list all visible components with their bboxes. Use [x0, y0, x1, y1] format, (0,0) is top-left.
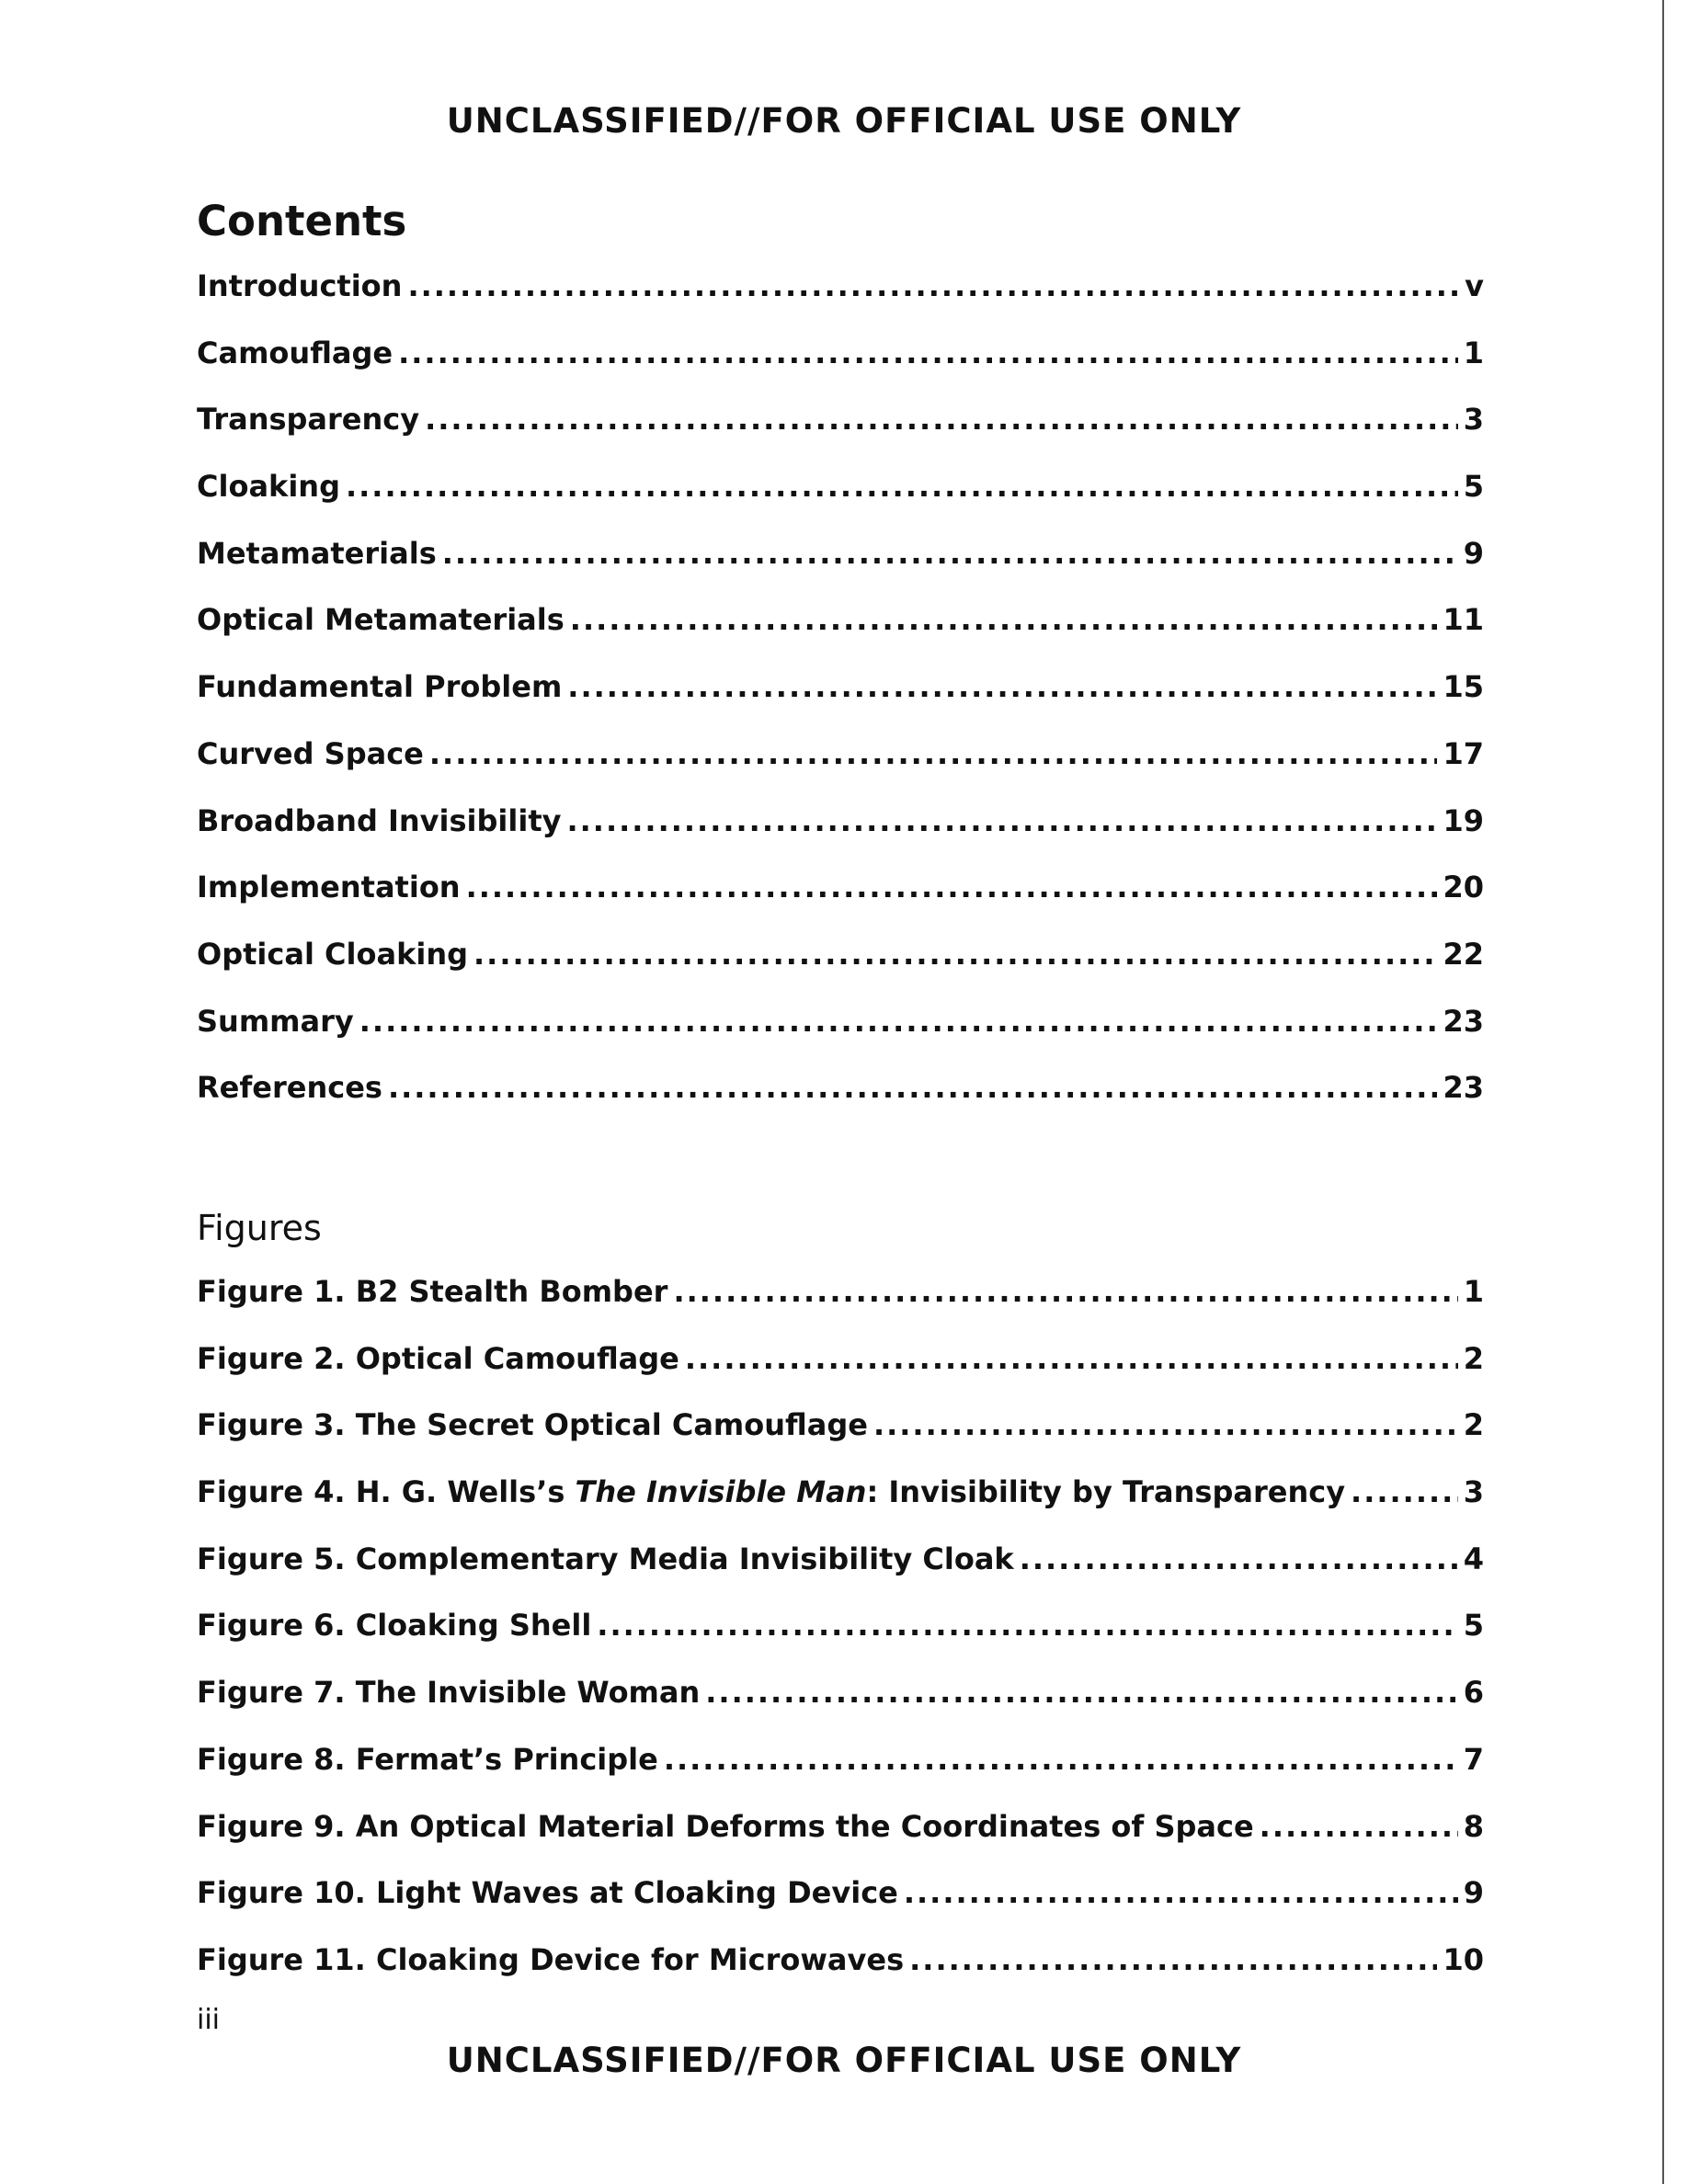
contents-heading: Contents [197, 197, 407, 245]
toc-entry[interactable] [197, 469, 1484, 536]
toc-entry[interactable] [197, 803, 1484, 870]
figure-entry-page: 2 [1463, 1340, 1484, 1376]
toc-entry-page: 23 [1443, 1003, 1484, 1039]
toc-entry[interactable] [197, 1070, 1484, 1137]
toc-entry-page: 1 [1463, 335, 1484, 370]
figure-entry-page: 4 [1463, 1541, 1484, 1576]
figure-entry-page: 7 [1463, 1741, 1484, 1777]
figure-entry[interactable] [197, 1341, 1484, 1408]
toc-entry[interactable] [197, 736, 1484, 803]
figure-entry[interactable] [197, 1675, 1484, 1742]
toc-entry-page: 22 [1443, 936, 1484, 972]
toc-entry-page: 19 [1443, 802, 1484, 838]
dot-leader [425, 402, 1458, 437]
toc-entry[interactable] [197, 536, 1484, 603]
toc-entry[interactable] [197, 870, 1484, 937]
toc-entry-label: Broadband Invisibility [197, 802, 562, 838]
toc-entry-page: 15 [1443, 669, 1484, 705]
toc-entry-label: Transparency [197, 402, 420, 438]
dot-leader [466, 870, 1438, 904]
toc-entry-label: Introduction [197, 268, 403, 303]
contents-list [197, 268, 1484, 1137]
toc-entry-page: 23 [1443, 1070, 1484, 1106]
toc-entry[interactable] [197, 336, 1484, 403]
dot-leader [705, 1675, 1457, 1710]
figure-entry-label-italic: The Invisible Man [575, 1474, 867, 1510]
figures-list [197, 1274, 1484, 2009]
dot-leader [442, 536, 1458, 571]
figure-entry-label-post: : Invisibility by Transparency [866, 1474, 1346, 1510]
figure-entry-label: Figure 9. An Optical Material Deforms the Coordinates of Space [197, 1808, 1254, 1844]
figure-entry-page: 5 [1463, 1608, 1484, 1644]
toc-entry-label: Fundamental Problem [197, 669, 563, 705]
dot-leader [429, 736, 1438, 771]
toc-entry-label: Metamaterials [197, 535, 437, 571]
dot-leader [909, 1942, 1437, 1977]
figure-entry-page: 9 [1463, 1875, 1484, 1911]
figure-entry[interactable] [197, 1608, 1484, 1675]
toc-entry-page: 3 [1463, 402, 1484, 438]
toc-entry-label: Summary [197, 1003, 354, 1039]
toc-entry[interactable] [197, 669, 1484, 736]
dot-leader [398, 336, 1458, 370]
figure-entry-label: Figure 7. The Invisible Woman [197, 1675, 701, 1711]
dot-leader [407, 268, 1459, 303]
dot-leader [873, 1407, 1458, 1442]
classification-marking-top: UNCLASSIFIED//FOR OFFICIAL USE ONLY [446, 101, 1242, 141]
dot-leader [685, 1341, 1458, 1376]
figure-entry-label: Figure 10. Light Waves at Cloaking Device [197, 1875, 898, 1911]
figure-entry-label: Figure 5. Complementary Media Invisibility Cloak [197, 1541, 1014, 1576]
toc-entry-page: v [1465, 268, 1484, 303]
toc-entry[interactable] [197, 937, 1484, 1004]
dot-leader [359, 1004, 1438, 1039]
toc-entry-label: Cloaking [197, 469, 340, 505]
figure-entry-label: Figure 2. Optical Camouflage [197, 1340, 679, 1376]
toc-entry-page: 20 [1443, 870, 1484, 905]
toc-entry-label: References [197, 1070, 382, 1106]
figure-entry[interactable] [197, 1274, 1484, 1341]
figure-entry[interactable] [197, 1407, 1484, 1474]
figure-entry[interactable] [197, 1742, 1484, 1809]
classification-marking-bottom: UNCLASSIFIED//FOR OFFICIAL USE ONLY [446, 2041, 1242, 2080]
toc-entry[interactable] [197, 268, 1484, 336]
toc-entry-page: 9 [1463, 535, 1484, 571]
toc-entry[interactable] [197, 602, 1484, 669]
toc-entry-page: 5 [1463, 469, 1484, 505]
figure-entry-page: 8 [1463, 1808, 1484, 1844]
toc-entry[interactable] [197, 1004, 1484, 1071]
figure-entry-page: 10 [1443, 1941, 1484, 1977]
figure-entry-page: 6 [1463, 1675, 1484, 1711]
figure-entry[interactable] [197, 1474, 1484, 1541]
figure-entry-label: Figure 6. Cloaking Shell [197, 1608, 592, 1644]
figure-entry[interactable] [197, 1942, 1484, 2009]
dot-leader [1020, 1541, 1458, 1576]
figure-entry-label-pre: Figure 4. H. G. Wells’s [197, 1474, 576, 1510]
toc-entry-label: Camouflage [197, 335, 393, 370]
figure-entry[interactable] [197, 1541, 1484, 1609]
figure-entry-label [197, 1474, 1345, 1509]
figure-entry-page: 3 [1463, 1474, 1484, 1510]
figure-entry-label: Figure 3. The Secret Optical Camouflage [197, 1407, 868, 1443]
toc-entry[interactable] [197, 402, 1484, 469]
dot-leader [570, 602, 1438, 637]
toc-entry-label: Optical Cloaking [197, 936, 469, 972]
dot-leader [567, 669, 1437, 704]
figure-entry-label: Figure 11. Cloaking Device for Microwaves [197, 1941, 905, 1977]
toc-entry-label: Optical Metamaterials [197, 602, 565, 638]
dot-leader [673, 1274, 1457, 1309]
dot-leader [597, 1608, 1457, 1643]
dot-leader [664, 1742, 1458, 1777]
dot-leader [1351, 1474, 1458, 1509]
toc-entry-page: 11 [1443, 602, 1484, 638]
page-number: iii [197, 2004, 221, 2036]
dot-leader [388, 1070, 1438, 1105]
toc-entry-label: Implementation [197, 870, 461, 905]
figure-entry-page: 1 [1463, 1274, 1484, 1309]
dot-leader [346, 469, 1458, 504]
figure-entry-label: Figure 8. Fermat’s Principle [197, 1741, 658, 1777]
toc-entry-label: Curved Space [197, 735, 424, 771]
figure-entry-label: Figure 1. B2 Stealth Bomber [197, 1274, 668, 1309]
figure-entry-page: 2 [1463, 1407, 1484, 1443]
figure-entry[interactable] [197, 1875, 1484, 1942]
toc-entry-page: 17 [1443, 735, 1484, 771]
dot-leader [473, 937, 1437, 972]
figure-entry[interactable] [197, 1809, 1484, 1876]
dot-leader [904, 1875, 1458, 1910]
dot-leader [566, 803, 1437, 838]
scan-edge-line [1662, 0, 1664, 2184]
dot-leader [1260, 1809, 1458, 1844]
figures-heading: Figures [197, 1208, 322, 1248]
